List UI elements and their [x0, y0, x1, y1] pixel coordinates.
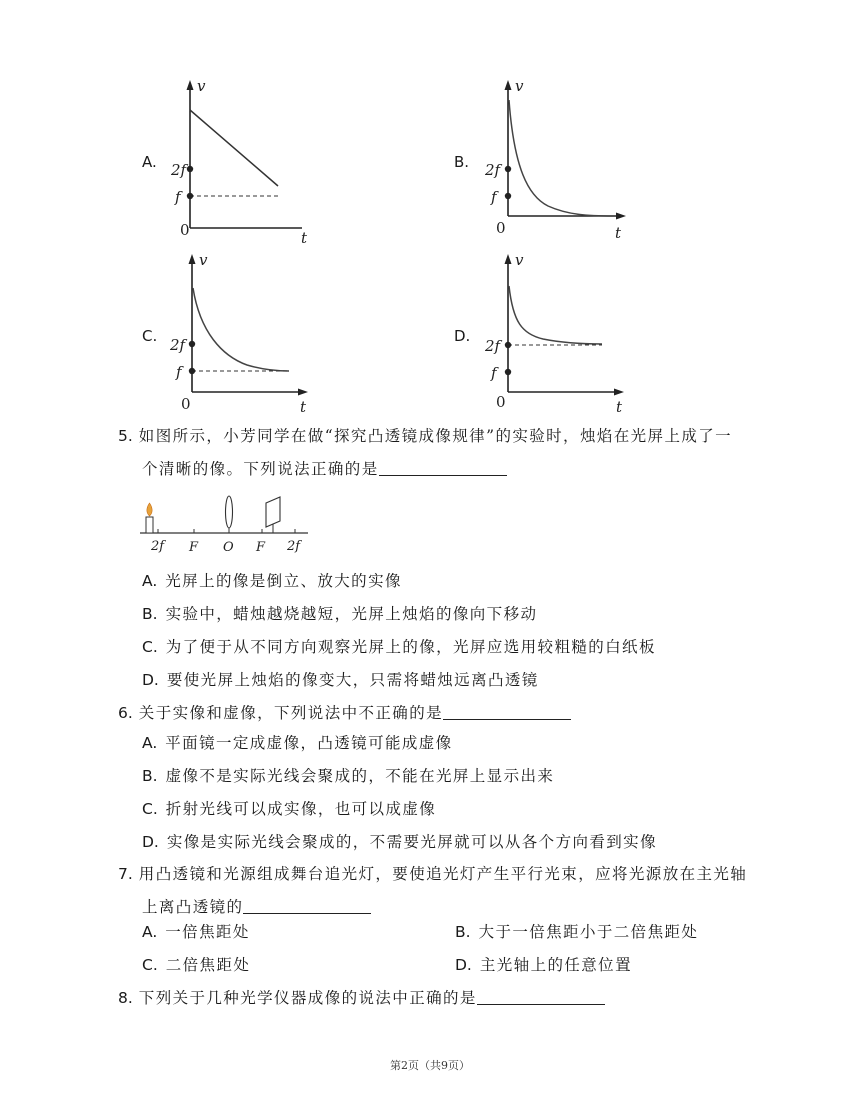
mark-f-right: F — [256, 540, 266, 555]
f-label: f — [176, 363, 182, 381]
option-letter: B. — [142, 767, 158, 785]
axis-t-label: t — [300, 398, 307, 416]
mark-2f-left: 2f — [151, 539, 165, 554]
question-text: 用凸透镜和光源组成舞台追光灯，要使追光灯产生平行光束，应将光源放在主光轴 — [138, 865, 748, 883]
option-text: 实验中，蜡烛越烧越短，光屏上烛焰的像向下移动 — [165, 605, 538, 623]
lens-experiment-figure — [138, 495, 313, 557]
question-number: 7. — [118, 865, 133, 883]
light-screen — [266, 497, 280, 527]
option-b-letter: B. — [454, 153, 470, 171]
two-f-label: 2f — [485, 337, 501, 355]
q7-option-b[interactable] — [455, 920, 698, 942]
option-text: 实像是实际光线会聚成的，不需要光屏就可以从各个方向看到实像 — [166, 833, 657, 851]
option-letter: A. — [142, 734, 158, 752]
q7-option-c[interactable] — [142, 953, 250, 975]
option-text: 一倍焦距处 — [165, 923, 250, 941]
option-c-letter: C. — [142, 327, 158, 345]
question-8 — [118, 982, 605, 1015]
axis-t-label: t — [615, 224, 622, 242]
option-letter: A. — [142, 923, 158, 941]
answer-blank[interactable] — [379, 457, 507, 476]
mark-o: O — [223, 540, 234, 555]
q6-option-c[interactable] — [142, 797, 436, 819]
answer-blank[interactable] — [443, 701, 571, 720]
origin-label: 0 — [496, 219, 506, 237]
q6-option-b[interactable] — [142, 764, 554, 786]
q5-option-d[interactable] — [142, 668, 539, 690]
option-letter: C. — [142, 800, 158, 818]
option-text: 二倍焦距处 — [165, 956, 251, 974]
two-f-label: 2f — [485, 161, 501, 179]
q5-option-a[interactable] — [142, 569, 402, 591]
axis-t-label: t — [301, 229, 308, 247]
question-text: 关于实像和虚像，下列说法中不正确的是 — [138, 704, 443, 722]
q6-option-d[interactable] — [142, 830, 657, 852]
question-text: 个清晰的像。下列说法正确的是 — [142, 460, 379, 478]
question-number: 5. — [118, 427, 133, 445]
question-number: 8. — [118, 989, 133, 1007]
page-footer: 第2页（共9页） — [390, 1059, 470, 1072]
axis-v-label: v — [199, 251, 208, 269]
question-text: 如图所示，小芳同学在做“探究凸透镜成像规律”的实验时，烛焰在光屏上成了一 — [138, 427, 733, 445]
axis-v-label: v — [515, 77, 524, 95]
two-f-label: 2f — [170, 336, 186, 354]
option-letter: D. — [455, 956, 472, 974]
option-text: 光屏上的像是倒立、放大的实像 — [165, 572, 402, 590]
graph-a — [170, 78, 370, 248]
origin-label: 0 — [180, 221, 190, 239]
candle-flame — [147, 503, 152, 516]
graph-b — [485, 77, 688, 248]
option-text: 大于一倍焦距小于二倍焦距处 — [478, 923, 699, 941]
origin-label: 0 — [181, 395, 191, 413]
mark-2f-right: 2f — [287, 539, 301, 554]
option-letter: C. — [142, 638, 158, 656]
q5-option-c[interactable] — [142, 635, 656, 657]
q7-option-a[interactable] — [142, 920, 250, 942]
question-text: 下列关于几种光学仪器成像的说法中正确的是 — [138, 989, 477, 1007]
mark-f-left: F — [189, 540, 199, 555]
option-d-letter: D. — [454, 327, 471, 345]
f-label: f — [491, 188, 497, 206]
option-text: 主光轴上的任意位置 — [479, 956, 632, 974]
two-f-label: 2f — [171, 161, 187, 179]
option-text: 折射光线可以成实像，也可以成虚像 — [165, 800, 437, 818]
question-number: 6. — [118, 704, 133, 722]
axis-v-label: v — [197, 77, 206, 95]
convex-lens — [226, 496, 233, 528]
option-text: 虚像不是实际光线会聚成的，不能在光屏上显示出来 — [165, 767, 555, 785]
option-letter: A. — [142, 572, 158, 590]
graph-c — [172, 252, 372, 422]
axis-v-label: v — [515, 251, 524, 269]
option-letter: B. — [142, 605, 158, 623]
option-text: 为了便于从不同方向观察光屏上的像，光屏应选用较粗糙的白纸板 — [165, 638, 656, 656]
candle — [146, 517, 153, 533]
option-letter: B. — [455, 923, 471, 941]
answer-blank[interactable] — [477, 986, 605, 1005]
option-a-letter: A. — [142, 153, 157, 171]
axis-t-label: t — [616, 398, 623, 416]
question-text: 上离凸透镜的 — [142, 898, 244, 916]
option-text: 要使光屏上烛焰的像变大，只需将蜡烛远离凸透镜 — [166, 671, 539, 689]
graph-d — [485, 251, 688, 422]
option-letter: D. — [142, 671, 159, 689]
question-5 — [118, 420, 732, 453]
q5-option-b[interactable] — [142, 602, 537, 624]
option-letter: C. — [142, 956, 158, 974]
f-label: f — [491, 364, 497, 382]
origin-label: 0 — [496, 393, 506, 411]
option-letter: D. — [142, 833, 159, 851]
question-6 — [118, 697, 571, 730]
answer-blank[interactable] — [243, 895, 371, 914]
q7-option-d[interactable] — [455, 953, 632, 975]
question-5-line2 — [142, 453, 507, 486]
question-7 — [118, 858, 747, 891]
f-label: f — [175, 188, 181, 206]
q6-option-a[interactable] — [142, 731, 453, 753]
option-text: 平面镜一定成虚像，凸透镜可能成虚像 — [165, 734, 453, 752]
